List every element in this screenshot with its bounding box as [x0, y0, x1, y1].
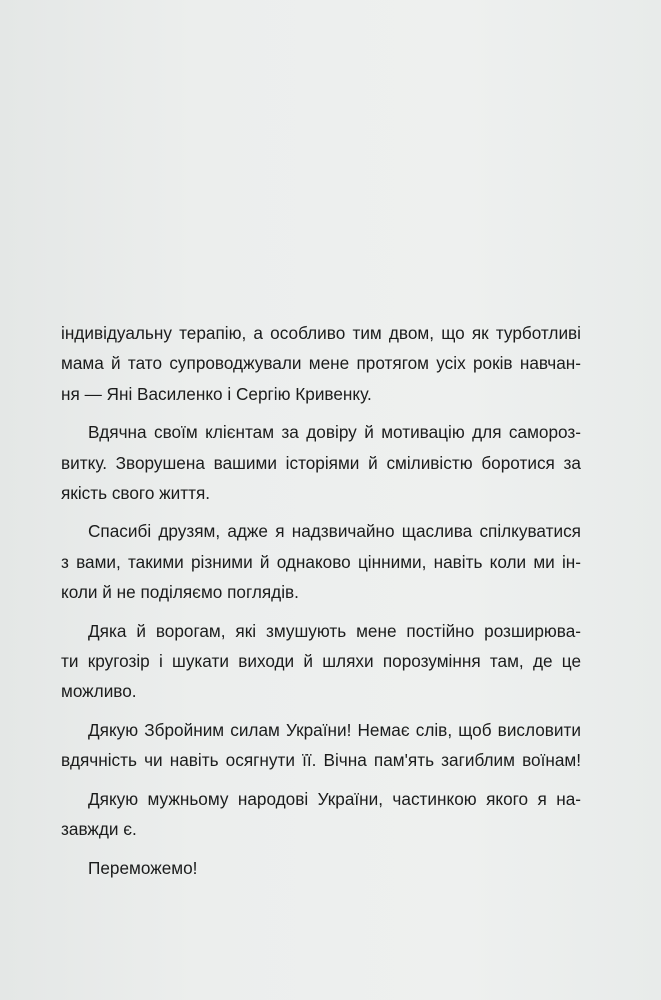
paragraph-5 — [61, 715, 581, 776]
paragraph-7 — [61, 853, 581, 883]
text-line: Спасибі друзям, адже я надзвичайно щаслива спілкуватися — [88, 521, 581, 542]
text-line: Дяка й ворогам, які змушують мене постійно розширюва- — [88, 620, 581, 641]
text-line: якість свого життя. — [61, 483, 211, 504]
paragraph-3 — [61, 516, 581, 607]
paragraph-6 — [61, 784, 581, 845]
text-line: Переможемо! — [88, 857, 198, 878]
text-line: ня — Яні Василенко і Сергію Кривенку. — [61, 383, 372, 404]
text-line: завжди є. — [61, 819, 137, 840]
text-line: коли й не поділяємо поглядів. — [61, 582, 299, 603]
text-line: Вдячна своїм клієнтам за довіру й мотивацію для самороз- — [88, 422, 581, 443]
text-line: індивідуальну терапію, а особливо тим двом, що як турботливі — [61, 323, 581, 343]
text-line: мама й тато супроводжували мене протягом усіх років навчан- — [61, 353, 581, 374]
acknowledgements-text — [61, 318, 581, 891]
paragraph-4 — [61, 616, 581, 707]
text-line: вдячність чи навіть осягнути її. Вічна пам'ять загиблим воїнам! — [61, 750, 581, 771]
text-line: Дякую Збройним силам України! Немає слів, щоб висловити — [88, 719, 581, 740]
text-line: Дякую мужньому народові України, частинкою якого я на- — [88, 788, 581, 809]
paragraph-1 — [61, 318, 581, 409]
text-line: ти кругозір і шукати виходи й шляхи порозуміння там, де це — [61, 651, 581, 672]
text-line: можливо. — [61, 681, 137, 702]
paragraph-2 — [61, 417, 581, 508]
text-line: з вами, такими різними й однаково цінними, навіть коли ми ін- — [61, 551, 581, 572]
text-line: витку. Зворушена вашими історіями й сміливістю боротися за — [61, 452, 581, 473]
